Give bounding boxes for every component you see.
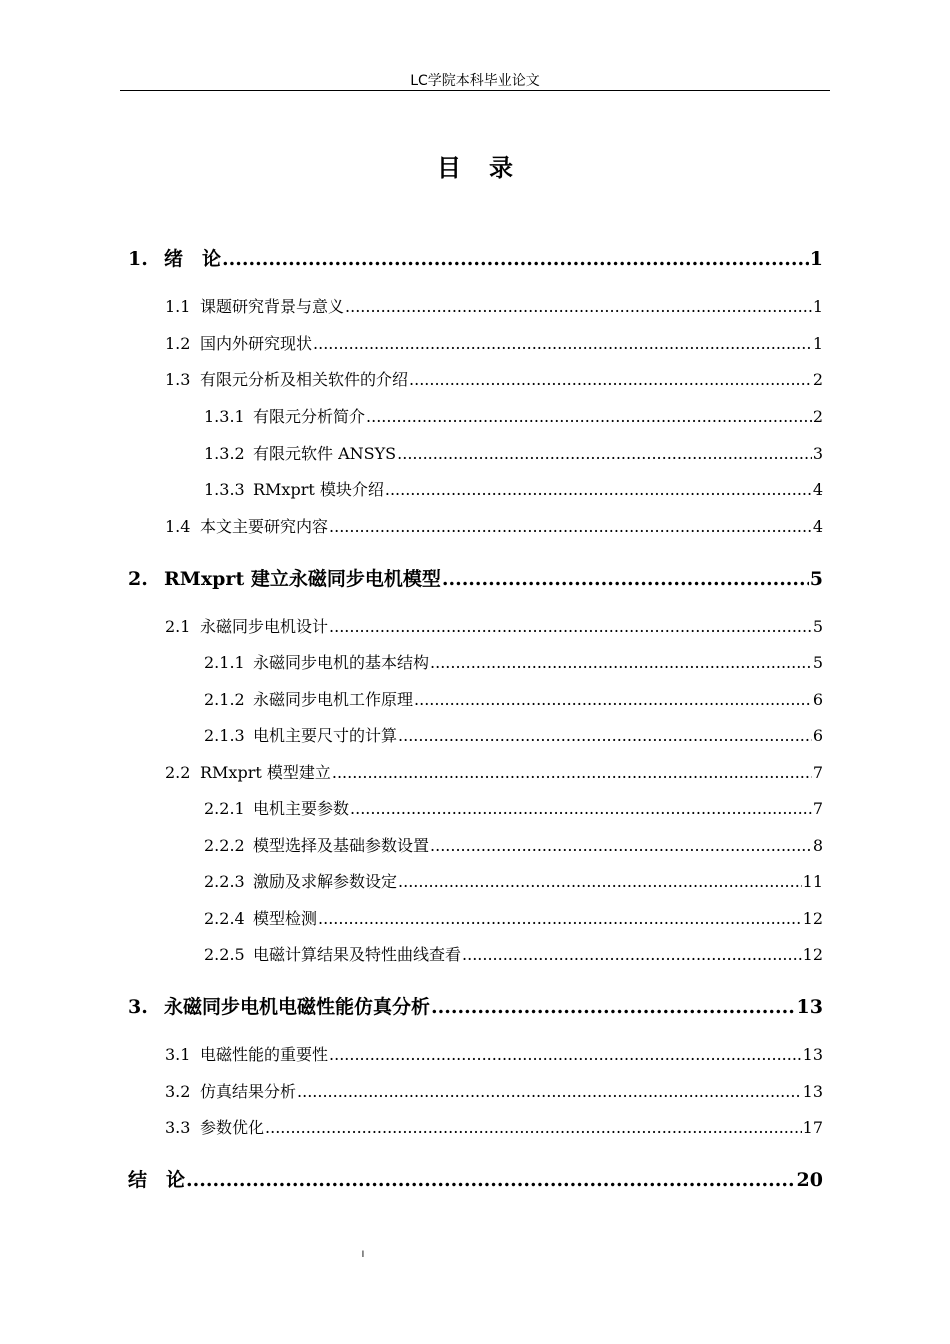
page-header: LC学院本科毕业论文 — [410, 73, 540, 89]
toc-entry-title: RMxprt 模型建立 — [200, 763, 331, 782]
toc-entry-number: 1.2 — [165, 334, 191, 353]
toc-dot-leader — [332, 763, 812, 782]
toc-entry-title: 永磁同步电机电磁性能仿真分析 — [164, 996, 431, 1018]
toc-entry-title: 永磁同步电机设计 — [200, 617, 329, 636]
toc-entry-number: 2.1.3 — [204, 726, 245, 745]
toc-entry-number: 2.1 — [165, 617, 191, 636]
toc-entry-title: 模型选择及基础参数设置 — [253, 836, 430, 855]
toc-entry-level-2[interactable] — [165, 614, 823, 637]
toc-entry-number: 2.1.2 — [204, 690, 245, 709]
toc-dot-leader — [186, 1169, 796, 1191]
toc-entry-page: 17 — [802, 1118, 823, 1137]
toc-entry-number: 1.3.2 — [204, 444, 245, 463]
toc-entry-title: 参数优化 — [200, 1118, 265, 1137]
toc-entry-title: 有限元分析及相关软件的介绍 — [200, 370, 409, 389]
toc-title: 目录 — [437, 153, 541, 182]
toc-entry-title: 永磁同步电机工作原理 — [253, 690, 414, 709]
toc-entry-page: 4 — [812, 480, 823, 499]
toc-entry-page: 5 — [812, 617, 823, 636]
toc-entry-level-2[interactable] — [165, 1079, 823, 1102]
toc-entry-page: 13 — [796, 996, 823, 1018]
page-number: I — [361, 1250, 365, 1260]
toc-entry-number: 3. — [128, 996, 148, 1018]
toc-entry-number: 2.1.1 — [204, 653, 245, 672]
toc-entry-level-3[interactable] — [204, 869, 823, 892]
toc-dot-leader — [430, 653, 812, 672]
toc-entry-number: 1.3.3 — [204, 480, 245, 499]
toc-entry-page: 4 — [812, 517, 823, 536]
toc-dot-leader — [313, 334, 812, 353]
toc-dot-leader — [414, 690, 812, 709]
toc-entry-page: 2 — [812, 407, 823, 426]
toc-entry-number: 2.2 — [165, 763, 191, 782]
toc-entry-level-3[interactable] — [204, 723, 823, 746]
toc-entry-title: 国内外研究现状 — [200, 334, 313, 353]
toc-entry-title: 仿真结果分析 — [200, 1082, 297, 1101]
toc-dot-leader — [297, 1082, 802, 1101]
toc-entry-level-3[interactable] — [204, 796, 823, 819]
toc-entry-number: 2.2.3 — [204, 872, 245, 891]
toc-dot-leader — [398, 872, 802, 891]
toc-entry-level-3[interactable] — [204, 404, 823, 427]
toc-entry-page: 12 — [802, 945, 823, 964]
toc-entry-page: 20 — [796, 1169, 823, 1191]
toc-entry-title: 有限元软件 ANSYS — [253, 444, 397, 463]
toc-entry-level-2[interactable] — [165, 367, 823, 390]
toc-entry-title: 电机主要尺寸的计算 — [253, 726, 398, 745]
toc-entry-page: 13 — [802, 1082, 823, 1101]
toc-entry-page: 6 — [812, 690, 823, 709]
toc-entry-page: 7 — [812, 763, 823, 782]
toc-entry-number: 3.1 — [165, 1045, 191, 1064]
toc-entry-page: 5 — [809, 568, 823, 590]
toc-dot-leader — [222, 248, 809, 270]
toc-entry-title: 永磁同步电机的基本结构 — [253, 653, 430, 672]
toc-entry-page: 1 — [812, 334, 823, 353]
toc-entry-number: 1.1 — [165, 297, 191, 316]
toc-entry-level-3[interactable] — [204, 833, 823, 856]
toc-entry-level-3[interactable] — [204, 687, 823, 710]
toc-dot-leader — [329, 617, 812, 636]
toc-entry-level-3[interactable] — [204, 942, 823, 965]
toc-entry-title: 电机主要参数 — [253, 799, 350, 818]
toc-entry-page: 1 — [809, 248, 823, 270]
toc-entry-number: 3.3 — [165, 1118, 191, 1137]
toc-entry-page: 3 — [812, 444, 823, 463]
toc-entry-level-2[interactable] — [165, 1115, 823, 1138]
toc-entry-page: 12 — [802, 909, 823, 928]
toc-entry-title: 绪 论 — [164, 248, 222, 270]
toc-entry-page: 13 — [802, 1045, 823, 1064]
toc-entry-number: 1. — [128, 248, 148, 270]
toc-entry-page: 7 — [812, 799, 823, 818]
toc-dot-leader — [345, 297, 812, 316]
toc-dot-leader — [329, 517, 812, 536]
toc-entry-number: 2.2.4 — [204, 909, 245, 928]
toc-dot-leader — [385, 480, 812, 499]
toc-entry-page: 6 — [812, 726, 823, 745]
toc-entry-number: 2.2.2 — [204, 836, 245, 855]
toc-entry-title: 模型检测 — [253, 909, 318, 928]
toc-dot-leader — [366, 407, 812, 426]
toc-entry-number: 1.4 — [165, 517, 191, 536]
toc-entry-number: 2.2.5 — [204, 945, 245, 964]
toc-entry-title: RMxprt 建立永磁同步电机模型 — [164, 568, 441, 590]
toc-entry-number: 1.3 — [165, 370, 191, 389]
toc-entry-level-2[interactable] — [165, 760, 823, 783]
toc-entry-level-3[interactable] — [204, 650, 823, 673]
toc-entry-page: 11 — [802, 872, 823, 891]
toc-entry-level-2[interactable] — [165, 331, 823, 354]
toc-entry-title: 有限元分析简介 — [253, 407, 366, 426]
toc-dot-leader — [350, 799, 812, 818]
toc-entry-title: 课题研究背景与意义 — [200, 297, 345, 316]
toc-entry-title: 电磁性能的重要性 — [200, 1045, 329, 1064]
toc-entry-level-1[interactable] — [128, 244, 823, 271]
toc-entry-level-2[interactable] — [165, 1042, 823, 1065]
toc-dot-leader — [430, 836, 812, 855]
toc-entry-number: 3.2 — [165, 1082, 191, 1101]
toc-entry-number: 2. — [128, 568, 148, 590]
toc-entry-page: 5 — [812, 653, 823, 672]
toc-entry-page: 2 — [812, 370, 823, 389]
toc-entry-title: 本文主要研究内容 — [200, 517, 329, 536]
toc-entry-level-3[interactable] — [204, 441, 823, 464]
toc-entry-title: 激励及求解参数设定 — [253, 872, 398, 891]
toc-entry-number: 1.3.1 — [204, 407, 245, 426]
toc-dot-leader — [265, 1118, 802, 1137]
toc-entry-level-1[interactable] — [128, 992, 823, 1019]
toc-dot-leader — [462, 945, 802, 964]
toc-entry-title: 电磁计算结果及特性曲线查看 — [253, 945, 462, 964]
toc-dot-leader — [409, 370, 812, 389]
toc-entry-level-2[interactable] — [165, 294, 823, 317]
toc-dot-leader — [329, 1045, 802, 1064]
toc-dot-leader — [318, 909, 802, 928]
toc-entry-number: 2.2.1 — [204, 799, 245, 818]
toc-entry-title: RMxprt 模块介绍 — [253, 480, 384, 499]
toc-entry-level-1[interactable] — [128, 1165, 823, 1192]
toc-dot-leader — [397, 444, 812, 463]
toc-entry-level-3[interactable] — [204, 906, 823, 929]
toc-entry-level-2[interactable] — [165, 514, 823, 537]
toc-entry-level-1[interactable] — [128, 564, 823, 591]
toc-entry-page: 8 — [812, 836, 823, 855]
toc-dot-leader — [431, 996, 796, 1018]
toc-entry-title: 结 论 — [128, 1169, 186, 1191]
toc-dot-leader — [442, 568, 809, 590]
toc-entry-level-3[interactable] — [204, 477, 823, 500]
toc-dot-leader — [398, 726, 812, 745]
toc-entry-page: 1 — [812, 297, 823, 316]
